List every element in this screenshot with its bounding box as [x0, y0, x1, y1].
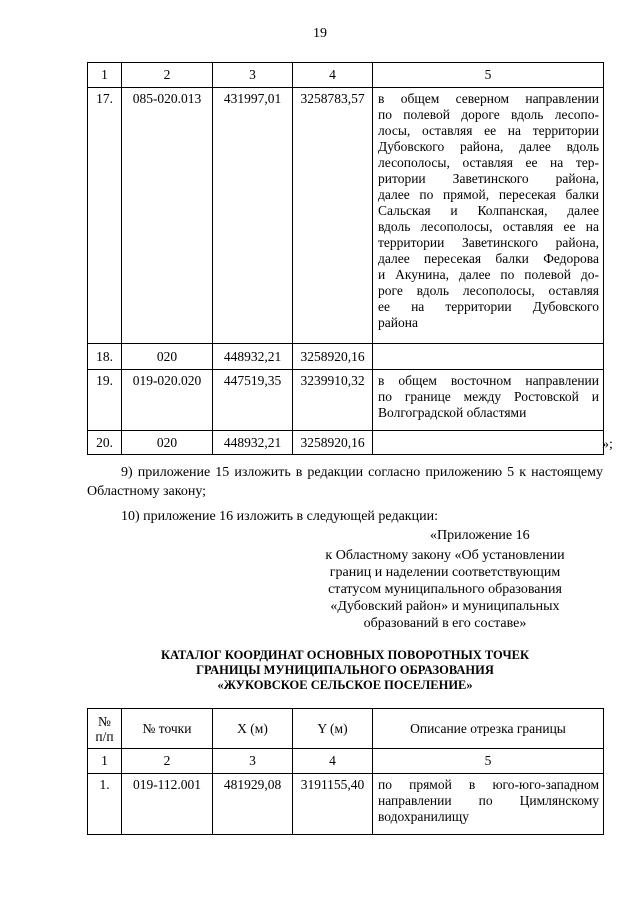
row-number: 18.: [88, 344, 122, 370]
segment-description: в общем северном направлении по полевой дороге вдоль лесопо- лосы, оставляя ее на территории Дубовского района, далее вдоль лесополосы, оставляя ее на тер- ритории Заветинского района, далее по прямой, пересекая балки Сальская и Колпанская, далее вдоль лесополосы, оставляя ее на территории Заветинского района, далее пересекая балки Федорова и Акунина, далее по полевой до- роге вдоль лесополосы, оставляя ее на территории Дубовского района: [373, 88, 604, 344]
y-coordinate: 3258783,57: [293, 88, 373, 344]
point-id: 019-112.001: [122, 774, 213, 835]
y-coordinate: 3191155,40: [293, 774, 373, 835]
column-number: 2: [122, 749, 213, 774]
table-row: [88, 88, 604, 344]
column-number: 4: [293, 749, 373, 774]
segment-description: в общем восточном направлении по границе между Ростовской и Волгоградской областями: [373, 370, 604, 431]
header-row: [88, 709, 604, 749]
paragraph-item-10: 10) приложение 16 изложить в следующей редакции:: [121, 509, 438, 524]
table-row: [88, 344, 604, 370]
column-number: 3: [213, 749, 293, 774]
column-number: 1: [88, 63, 122, 88]
table-row: [88, 431, 604, 455]
closing-quote-mark: »;: [602, 437, 613, 452]
catalog-heading: КАТАЛОГ КООРДИНАТ ОСНОВНЫХ ПОВОРОТНЫХ ТОЧЕК ГРАНИЦЫ МУНИЦИПАЛЬНОГО ОБРАЗОВАНИЯ «ЖУКОВСКОЕ СЕЛЬСКОЕ ПОСЕЛЕНИЕ»: [160, 648, 530, 692]
column-number: 5: [373, 63, 604, 88]
point-id: 020: [122, 431, 213, 455]
row-number: 1.: [88, 774, 122, 835]
x-coordinate: 447519,35: [213, 370, 293, 431]
table-row: [88, 774, 604, 835]
column-number: 4: [293, 63, 373, 88]
x-coordinate: 448932,21: [213, 344, 293, 370]
header-y: Y (м): [293, 709, 373, 749]
page-number: 19: [313, 26, 327, 41]
column-numbering-row: [88, 63, 604, 88]
header-x: X (м): [213, 709, 293, 749]
x-coordinate: 431997,01: [213, 88, 293, 344]
table-row: [88, 370, 604, 431]
column-number: 5: [373, 749, 604, 774]
appendix-title: «Приложение 16: [430, 528, 530, 543]
x-coordinate: 481929,08: [213, 774, 293, 835]
header-number: № п/п: [88, 709, 122, 749]
segment-description: [373, 431, 604, 455]
column-number: 3: [213, 63, 293, 88]
header-point: № точки: [122, 709, 213, 749]
point-id: 020: [122, 344, 213, 370]
row-number: 17.: [88, 88, 122, 344]
row-number: 20.: [88, 431, 122, 455]
column-number: 1: [88, 749, 122, 774]
y-coordinate: 3258920,16: [293, 431, 373, 455]
coordinates-catalog-table: [87, 708, 604, 835]
y-coordinate: 3258920,16: [293, 344, 373, 370]
y-coordinate: 3239910,32: [293, 370, 373, 431]
point-id: 019-020.020: [122, 370, 213, 431]
appendix-reference: к Областному закону «Об установлении границ и наделении соответствующим статусом муниципального образования «Дубовский район» и муниципальных образований в его составе»: [325, 548, 565, 631]
header-description: Описание отрезка границы: [373, 709, 604, 749]
segment-description: [373, 344, 604, 370]
column-number: 2: [122, 63, 213, 88]
coordinates-table-continued: [87, 62, 604, 455]
segment-description: по прямой в юго-юго-западном направлении по Цимлянскому водохранилищу: [373, 774, 604, 835]
column-numbering-row: [88, 749, 604, 774]
point-id: 085-020.013: [122, 88, 213, 344]
paragraph-item-9: 9) приложение 15 изложить в редакции согласно приложению 5 к настоящему Областному закону;: [87, 465, 603, 499]
x-coordinate: 448932,21: [213, 431, 293, 455]
row-number: 19.: [88, 370, 122, 431]
